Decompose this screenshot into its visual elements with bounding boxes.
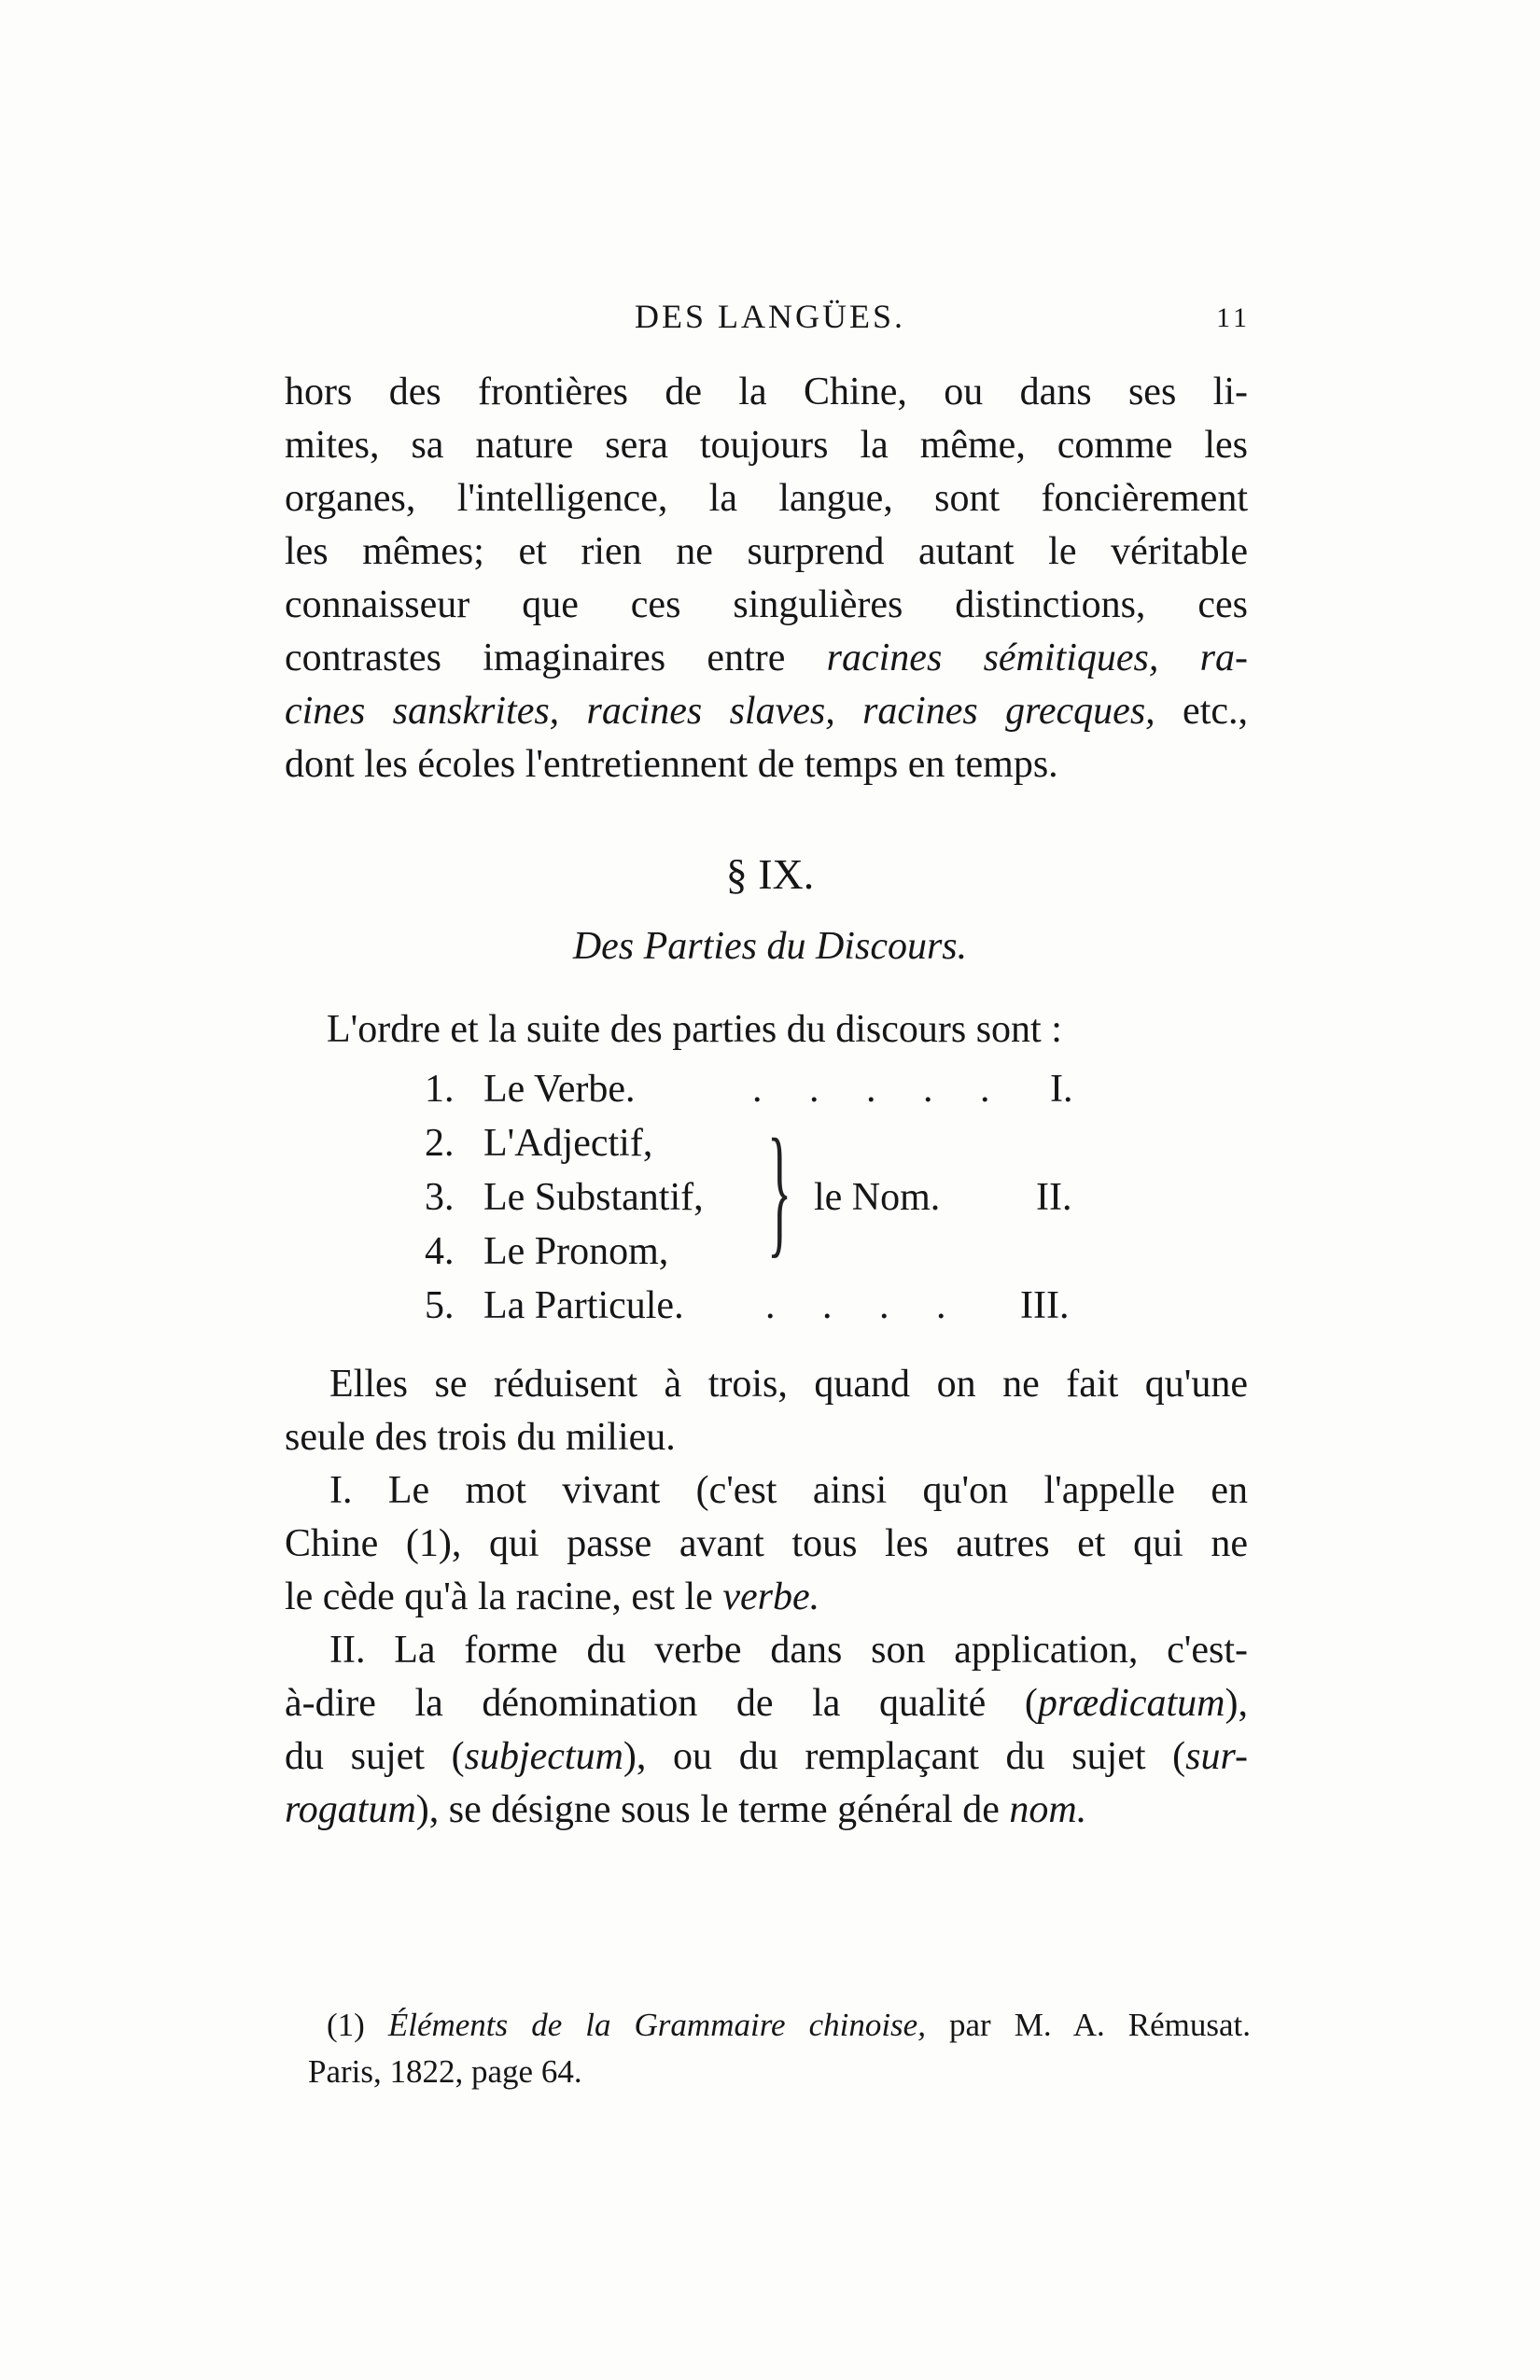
- curly-brace-icon: }: [767, 1109, 792, 1270]
- italic-run: nom.: [1009, 1788, 1087, 1831]
- part-label: L'Adjectif,: [483, 1122, 653, 1165]
- footnote-marker: (1): [327, 2007, 388, 2043]
- italic-run: subjectum: [464, 1735, 623, 1778]
- section-number: § IX.: [725, 850, 815, 898]
- text-line: [285, 1730, 1248, 1784]
- text-run: du sujet (: [285, 1735, 465, 1778]
- running-title: DES LANGÜES.: [634, 298, 905, 335]
- text-line: I. Le mot vivant (c'est ainsi qu'on l'appelle en: [329, 1469, 1248, 1512]
- part-label: Le Substantif,: [483, 1176, 704, 1219]
- text-run: contrastes imaginaires entre: [285, 637, 827, 679]
- roman-numeral: II.: [1036, 1176, 1072, 1219]
- text-run: à-dire la dénomination de la qualité (: [285, 1682, 1038, 1725]
- group-label: le Nom.: [814, 1176, 941, 1219]
- italic-run: verbe.: [722, 1575, 820, 1618]
- text-line: [285, 1784, 1248, 1837]
- italic-run: cines sanskrites, racines slaves, racines grecques,: [285, 690, 1155, 733]
- part-number: 4.: [425, 1230, 455, 1273]
- text-line: hors des frontières de la Chine, ou dans ses li-: [285, 371, 1248, 413]
- footnote: [308, 2002, 1251, 2095]
- roman-numeral: I.: [1050, 1068, 1073, 1111]
- paragraph-reduction: [285, 1358, 1248, 1837]
- section-title: Des Parties du Discours.: [572, 925, 968, 968]
- part-number: 3.: [425, 1176, 455, 1219]
- part-number: 1.: [425, 1068, 455, 1111]
- part-label: Le Verbe.: [483, 1068, 636, 1111]
- roman-numeral: III.: [1020, 1284, 1070, 1327]
- page-number: 11: [1216, 302, 1251, 333]
- text-line: Chine (1), qui passe avant tous les autres et qui ne: [285, 1522, 1248, 1565]
- text-run: etc.,: [1155, 690, 1249, 733]
- leader-dots: . . . . .: [752, 1068, 1009, 1111]
- footnote-line: Paris, 1822, page 64.: [308, 2053, 582, 2090]
- italic-run: sur-: [1185, 1735, 1248, 1778]
- text-run: le cède qu'à la racine, est le: [285, 1575, 723, 1618]
- text-line: [285, 1571, 1248, 1624]
- part-label: Le Pronom,: [483, 1230, 669, 1273]
- footnote-title: Éléments de la Grammaire chinoise,: [387, 2007, 926, 2043]
- text-line: II. La forme du verbe dans son application, c'est-: [329, 1629, 1248, 1672]
- part-number: 5.: [425, 1284, 455, 1327]
- leader-dots: . . . .: [765, 1284, 965, 1327]
- text-line: mites, sa nature sera toujours la même, comme les: [285, 424, 1248, 467]
- text-line: seule des trois du milieu.: [285, 1416, 676, 1459]
- footnote-line: [308, 2002, 1251, 2049]
- parts-intro: L'ordre et la suite des parties du discours sont :: [327, 1008, 1062, 1051]
- text-line: connaisseur que ces singulières distinctions, ces: [285, 583, 1248, 626]
- text-run: par M. A. Rémusat.: [925, 2007, 1251, 2043]
- text-line: les mêmes; et rien ne surprend autant le véritable: [285, 530, 1248, 573]
- part-number: 2.: [425, 1122, 455, 1165]
- text-line: [285, 1677, 1248, 1730]
- text-run: ), se désigne sous le terme général de: [415, 1788, 1010, 1831]
- text-line: Elles se réduisent à trois, quand on ne fait qu'une: [329, 1363, 1248, 1406]
- text-run: ), ou du remplaçant du sujet (: [623, 1735, 1186, 1778]
- text-run: ),: [1225, 1682, 1248, 1725]
- part-label: La Particule.: [483, 1284, 684, 1327]
- text-line: dont les écoles l'entretiennent de temps en temps.: [285, 743, 1058, 786]
- text-line: organes, l'intelligence, la langue, sont foncièrement: [285, 477, 1248, 520]
- italic-run: prædicatum: [1037, 1682, 1225, 1725]
- italic-run: rogatum: [285, 1788, 416, 1831]
- italic-run: racines sémitiques, ra-: [826, 637, 1248, 679]
